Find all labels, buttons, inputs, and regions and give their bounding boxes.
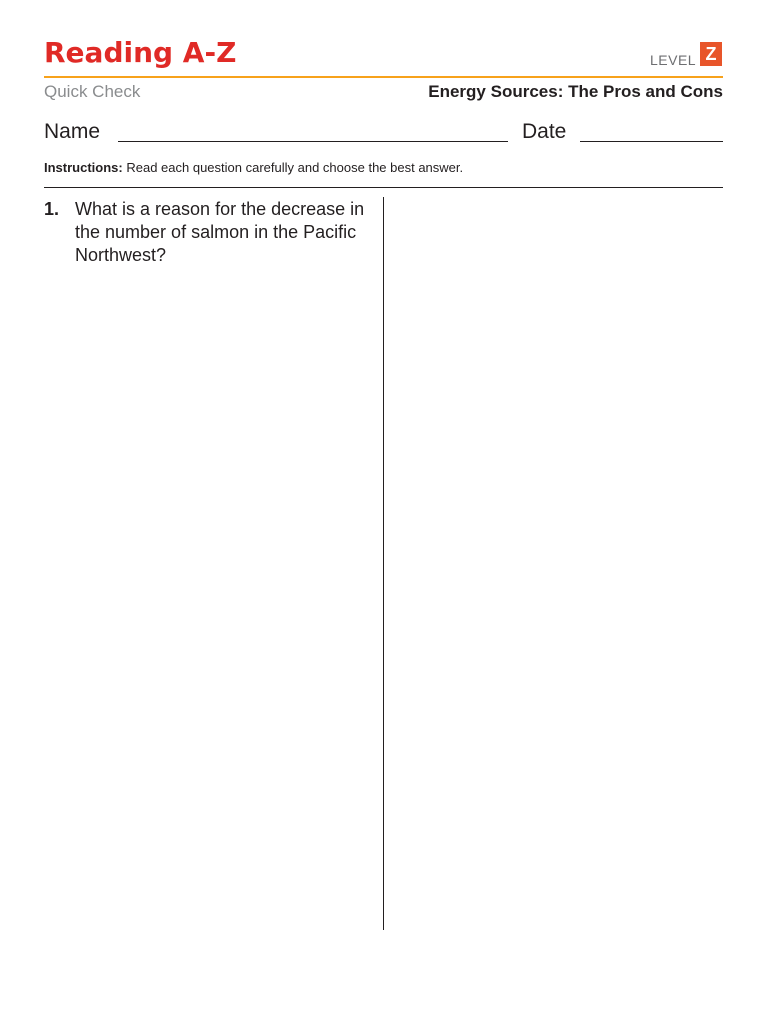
column-divider — [383, 197, 384, 930]
name-field[interactable] — [118, 141, 508, 142]
level-badge: Z — [700, 42, 722, 66]
question-1 — [44, 198, 374, 267]
section-label: Quick Check — [44, 82, 141, 101]
name-label: Name — [44, 120, 101, 143]
reading-az-logo: Reading A-Z — [44, 36, 237, 69]
instructions-text: Read each question carefully and choose the best answer. — [122, 160, 464, 175]
date-label: Date — [522, 120, 567, 143]
date-field[interactable] — [580, 141, 723, 142]
question-text: What is a reason for the decrease in the number of salmon in the Pacific Northwest? — [75, 199, 365, 265]
level-label: LEVEL — [650, 52, 697, 68]
instructions-rule — [44, 187, 723, 188]
instructions — [44, 160, 463, 175]
question-number: 1. — [44, 199, 60, 219]
header-rule — [44, 76, 723, 78]
instructions-label: Instructions: — [44, 160, 123, 175]
page-title: Energy Sources: The Pros and Cons — [428, 82, 723, 101]
left-column — [44, 198, 374, 275]
